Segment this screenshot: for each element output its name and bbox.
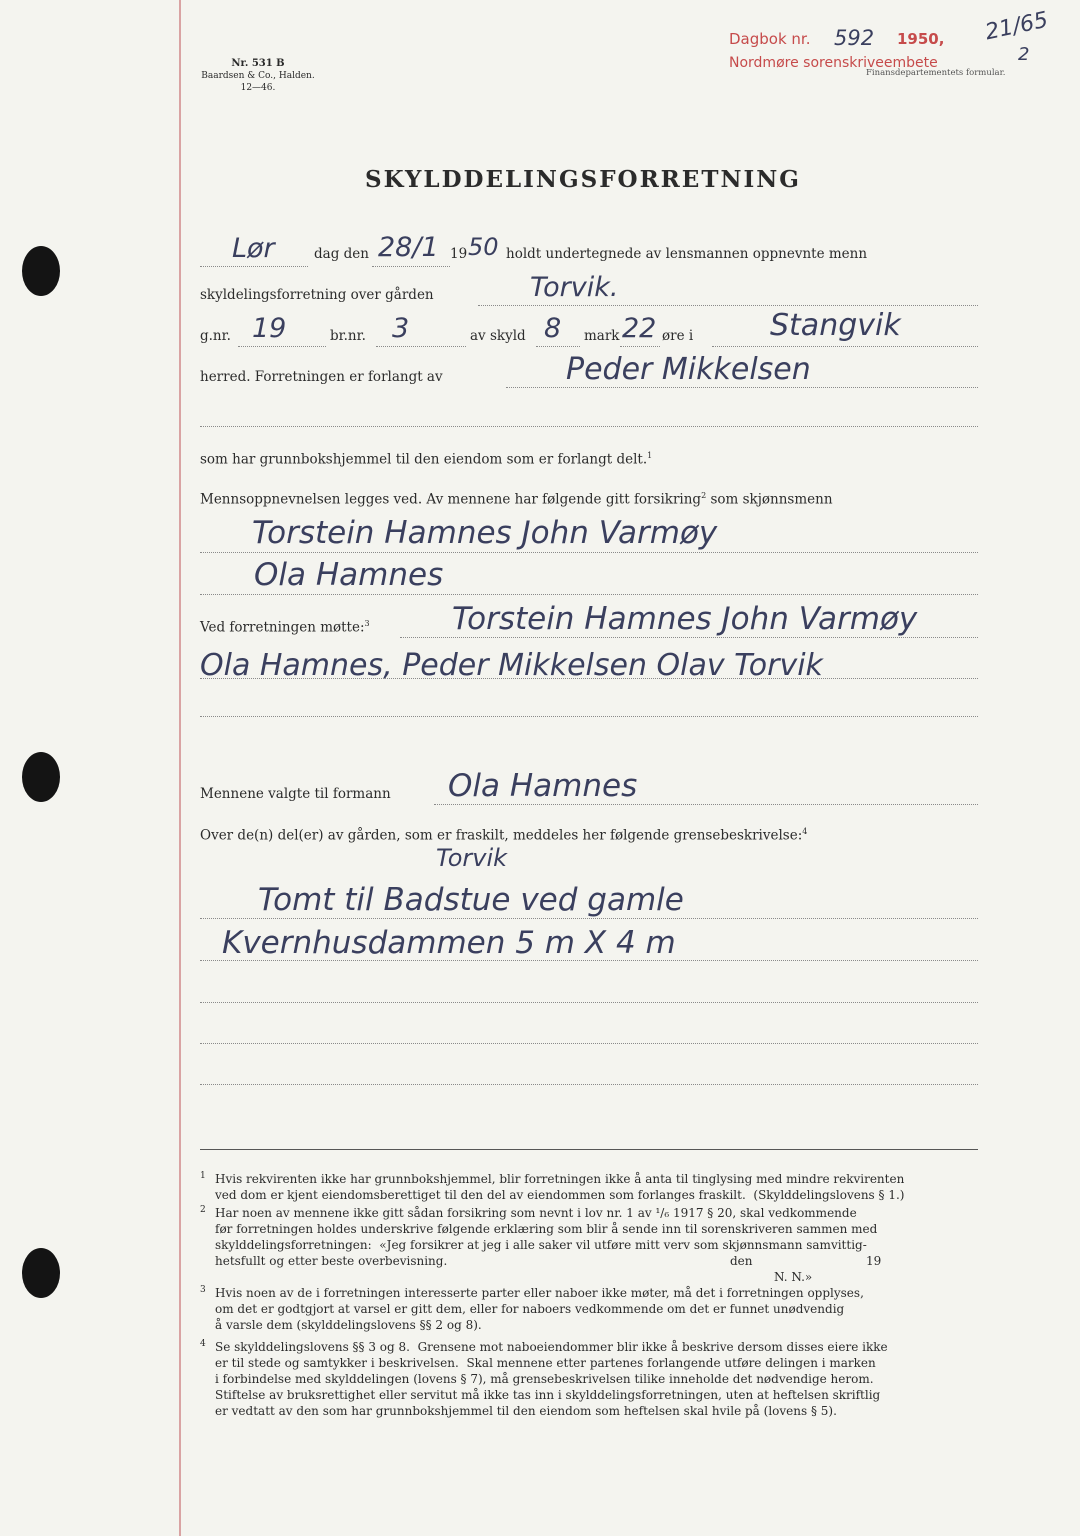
dotted-line xyxy=(200,266,308,267)
label-formann: Mennene valgte til formann xyxy=(200,786,391,802)
label-over-garden: skyldelingsforretning over gården xyxy=(200,287,434,303)
description-line2-handwritten: Kvernhusdammen 5 m X 4 m xyxy=(222,925,676,961)
footnote-year: 19 xyxy=(866,1254,882,1268)
label-holdt: holdt undertegnede av lensmannen oppnevnte menn xyxy=(506,246,868,262)
label-ore: øre i xyxy=(662,328,694,344)
footnote-line: skylddelingsforretningen: «Jeg forsikrer at jeg i alle saker vil utføre mitt verv som skjønnsmann samvittig- xyxy=(215,1238,867,1252)
diary-sub-reference: 2 xyxy=(1018,44,1030,65)
dotted-line xyxy=(400,637,978,638)
printer-imprint xyxy=(198,58,318,94)
mote-text: Ved forretningen møtte: xyxy=(200,619,365,636)
dotted-line xyxy=(200,1043,978,1044)
diary-reference: 21/65 xyxy=(983,7,1051,46)
footnote-line: før forretningen holdes underskrive følgende erklæring som blir å sende inn til sorenskriveren sammen med xyxy=(215,1222,878,1236)
year-handwritten: 50 xyxy=(468,233,499,261)
footnote-signature-nn: N. N.» xyxy=(774,1270,813,1284)
diary-stamp-line1: Dagbok nr. xyxy=(729,30,811,48)
mennsoppnevnelsen-text: Mennsoppnevnelsen legges ved. Av mennene har følgende gitt forsikring xyxy=(200,491,702,508)
footnote-line: Stiftelse av bruksrettighet eller servitut må ikke tas inn i skylddelingsforretningen, uten at heftelsen skriftlig xyxy=(215,1388,881,1402)
insert-word-handwritten: Torvik xyxy=(436,844,508,872)
dotted-line xyxy=(434,804,978,805)
label-mark: mark xyxy=(584,328,620,344)
document-title: SKYLDDELINGSFORRETNING xyxy=(365,166,801,193)
farm-name-handwritten: Torvik. xyxy=(530,272,619,303)
dotted-line xyxy=(372,266,450,267)
footnote-ref: 1 xyxy=(647,451,653,460)
dotted-line xyxy=(238,346,326,347)
label-brnr: br.nr. xyxy=(330,328,366,344)
chairman-handwritten: Ola Hamnes xyxy=(448,768,638,804)
label-dag-den: dag den xyxy=(314,246,369,262)
dotted-line xyxy=(200,716,978,717)
gnr-handwritten: 19 xyxy=(252,313,287,344)
footnote-line: Hvis noen av de i forretningen interesserte parter eller naboer ikke møter, må det i forretningen opplyses, xyxy=(215,1286,864,1300)
attendees-line1-handwritten: Torstein Hamnes John Varmøy xyxy=(452,601,918,637)
attendees-line2-handwritten: Ola Hamnes, Peder Mikkelsen Olav Torvik xyxy=(200,648,823,683)
mennsoppnevnelsen-text-end: som skjønnsmenn xyxy=(710,491,833,508)
label-gnr: g.nr. xyxy=(200,328,231,344)
over-deler-text: Over de(n) del(er) av gården, som er fraskilt, meddeles her følgende grensebeskrivelse: xyxy=(200,827,803,844)
dotted-line xyxy=(200,426,978,427)
form-number: Nr. 531 B xyxy=(231,58,285,69)
appraisers-line1-handwritten: Torstein Hamnes John Varmøy xyxy=(252,515,718,551)
footnote-ref: 2 xyxy=(701,491,707,500)
punch-hole xyxy=(22,752,60,802)
grunnbok-text: som har grunnbokshjemmel til den eiendom som er forlangt delt. xyxy=(200,451,648,468)
footnote-line: å varsle dem (skylddelingslovens §§ 2 og 8). xyxy=(215,1318,482,1332)
dotted-line xyxy=(200,960,978,961)
footnote-number: 1 xyxy=(200,1171,206,1181)
footnote-number: 2 xyxy=(200,1205,206,1215)
footnote-den: den xyxy=(730,1254,753,1268)
label-herred: herred. Forretningen er forlangt av xyxy=(200,369,443,385)
label-mote xyxy=(200,619,370,636)
dotted-line xyxy=(536,346,580,347)
footnote-number: 4 xyxy=(200,1339,206,1349)
margin-line xyxy=(179,0,181,1536)
dotted-line xyxy=(200,552,978,553)
footnote-ref: 4 xyxy=(802,827,808,836)
requester-handwritten: Peder Mikkelsen xyxy=(566,352,811,387)
appraisers-line2-handwritten: Ola Hamnes xyxy=(254,557,444,593)
dotted-line xyxy=(200,1002,978,1003)
ministry-form-label: Finansdepartementets formular. xyxy=(866,68,1006,78)
footnote-line: om det er godtgjort at varsel er gitt dem, eller for naboers vedkommende om det er funnet unødvendig xyxy=(215,1302,845,1316)
punch-hole xyxy=(22,246,60,296)
municipality-handwritten: Stangvik xyxy=(770,308,901,343)
diary-stamp-line2: Nordmøre sorenskriveembete xyxy=(729,55,938,71)
date-handwritten: 28/1 xyxy=(378,232,439,263)
footnote-number: 3 xyxy=(200,1285,206,1295)
weekday-handwritten: Lør xyxy=(232,233,275,264)
publisher: Baardsen & Co., Halden. xyxy=(201,71,315,81)
dotted-line xyxy=(200,594,978,595)
diary-year: 1950, xyxy=(897,30,945,48)
mark-handwritten: 8 xyxy=(544,313,562,344)
footnote-line: ved dom er kjent eiendomsberettiget til den del av eiendommen som forlanges fraskilt. (Skylddelingslovens § 1.) xyxy=(215,1188,905,1202)
dotted-line xyxy=(200,1084,978,1085)
label-av-skyld: av skyld xyxy=(470,328,526,344)
label-grunnbok xyxy=(200,451,652,468)
label-year-prefix: 19 xyxy=(450,246,468,262)
footnote-ref: 3 xyxy=(364,619,370,628)
footnote-separator xyxy=(200,1149,978,1150)
description-line1-handwritten: Tomt til Badstue ved gamle xyxy=(258,882,684,918)
footnote-line: Hvis rekvirenten ikke har grunnbokshjemmel, blir forretningen ikke å anta til tinglysing med mindre rekvirenten xyxy=(215,1172,905,1186)
print-date-code: 12—46. xyxy=(240,83,276,93)
ore-handwritten: 22 xyxy=(622,313,657,344)
brnr-handwritten: 3 xyxy=(392,313,410,344)
dotted-line xyxy=(478,305,978,306)
footnote-line: er til stede og samtykker i beskrivelsen. Skal mennene etter partenes forlangende utføre delingen i marken xyxy=(215,1356,876,1370)
dotted-line xyxy=(620,346,660,347)
label-mennsoppnevnelsen xyxy=(200,491,833,508)
footnote-line: i forbindelse med skylddelingen (lovens § 7), må grensebeskrivelsen tilike inneholde det nødvendige herom. xyxy=(215,1372,874,1386)
dotted-line xyxy=(200,918,978,919)
footnote-line: Se skylddelingslovens §§ 3 og 8. Grensene mot naboeiendommer blir ikke å beskrive dersom disses eiere ikke xyxy=(215,1340,888,1354)
footnote-line: er vedtatt av den som har grunnbokshjemmel til den eiendom som heftelsen skal hvile på (lovens § 5). xyxy=(215,1404,837,1418)
punch-hole xyxy=(22,1248,60,1298)
dotted-line xyxy=(506,387,978,388)
dotted-line xyxy=(200,678,978,679)
footnote-line: Har noen av mennene ikke gitt sådan forsikring som nevnt i lov nr. 1 av ¹/₆ 1917 § 20, skal vedkommende xyxy=(215,1206,857,1220)
dotted-line xyxy=(376,346,466,347)
diary-entry-number: 592 xyxy=(834,26,875,50)
footnote-line: hetsfullt og etter beste overbevisning. xyxy=(215,1254,448,1268)
dotted-line xyxy=(712,346,978,347)
label-over-deler xyxy=(200,827,807,844)
